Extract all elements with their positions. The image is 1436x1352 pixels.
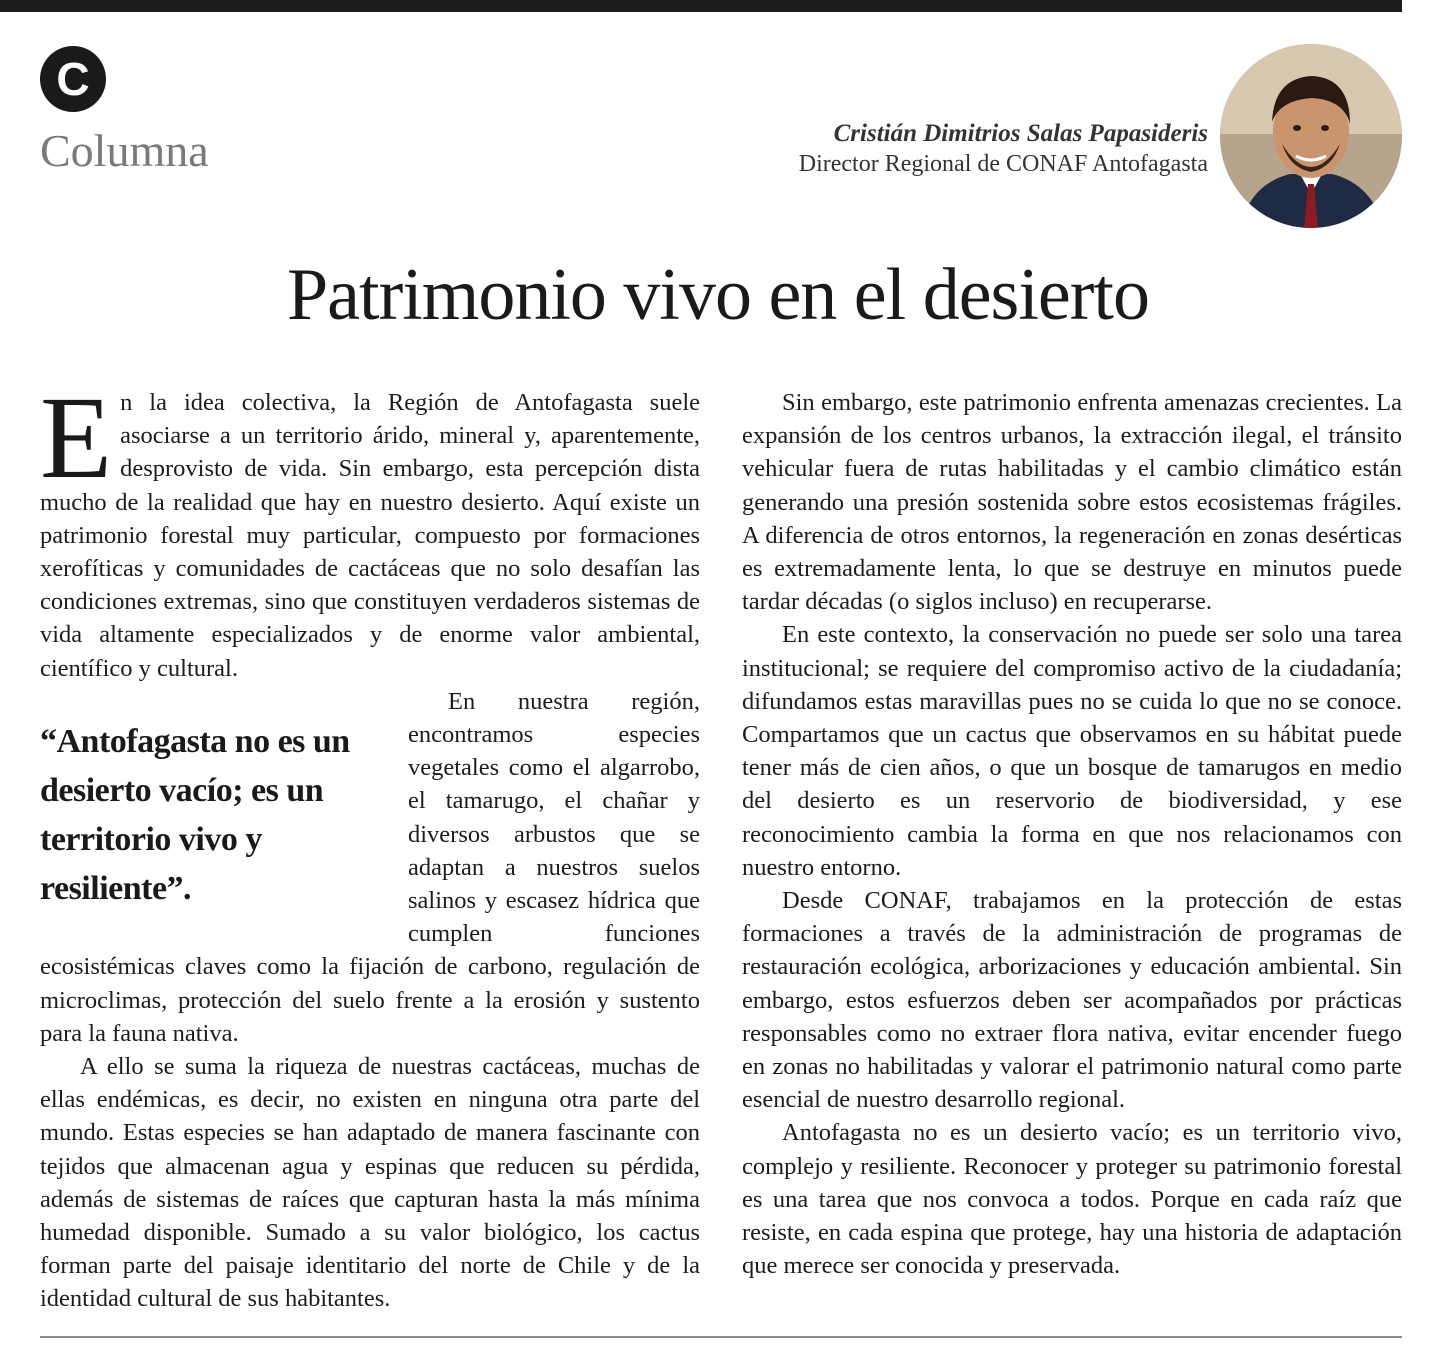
paragraph: En nuestra región, encontramos especies vegetales como el algarrobo, el tamarugo, el chañar y diversos arbustos que se adaptan a nuestros suelos salinos y escasez hídrica que cumplen funciones ecosistémicas claves como la fijación de carbono, regulación de microclimas, protección del suelo frente a la erosión y sustento para la fauna nativa. xyxy=(40,687,700,1047)
top-rule xyxy=(0,0,1402,12)
paragraph: En este contexto, la conservación no puede ser solo una tarea institucional; se requiere del compromiso activo de la ciudadanía; difundamos estas maravillas pues no se cuida lo que no se conoce. Compartamos que un cactus que observamos en su hábitat puede tener más de cien años, o que un bosque de tamarugos en medio del desierto es un reservorio de biodiversidad, y ese reconocimiento cambia la forma en que nos relacionamos con nuestro entorno. xyxy=(742,621,1402,881)
article-headline: Patrimonio vivo en el desierto xyxy=(287,254,1149,336)
author-role: Director Regional de CONAF Antofagasta xyxy=(798,151,1208,178)
byline xyxy=(799,118,1208,180)
section-badge-letter: C xyxy=(56,53,90,105)
section-badge xyxy=(40,46,106,112)
paragraph: Antofagasta no es un desierto vacío; es un territorio vivo, complejo y resiliente. Reconocer y proteger su patrimonio forestal es una tarea que nos convoca a todos. Porque en cada raíz que resiste, en cada espina que protege, hay una historia de adaptación que merece ser conocida y preservada. xyxy=(742,1119,1402,1280)
article-column-left xyxy=(40,372,700,1316)
paragraph-text: n la idea colectiva, la Región de Antofagasta suele asociarse a un territorio árido, mineral y, aparentemente, desprovisto de vida. Sin embargo, esta percepción dista mucho de la realidad que hay en nuestro desierto. Aquí existe un patrimonio forestal muy particular, compuesto por formaciones xerofíticas y comunidades de cactáceas que no solo desafían las condiciones extremas, sino que constituyen verdaderos sistemas de vida altamente especializados y de enorme valor ambiental, científico y cultural. xyxy=(40,389,700,682)
bottom-rule xyxy=(40,1336,1402,1338)
pull-quote: “Antofagasta no es un desierto vacío; es un territorio vivo y resiliente”. xyxy=(40,722,350,907)
paragraph: Desde CONAF, trabajamos en la protección de estas formaciones a través de la administración de programas de restauración ecológica, arborizaciones y educación ambiental. Sin embargo, estos esfuerzos deben ser acompañados por prácticas responsables como no extraer flora nativa, evitar encender fuego en zonas no habilitadas y valorar el patrimonio natural como parte esencial de nuestro desarrollo regional. xyxy=(742,887,1402,1114)
section-label: Columna xyxy=(40,125,209,176)
author-photo xyxy=(1220,44,1402,228)
paragraph: A ello se suma la riqueza de nuestras cactáceas, muchas de ellas endémicas, es decir, no existen en ninguna otra parte del mundo. Estas especies se han adaptado de manera fascinante con tejidos que almacenan agua y espinas que reducen su pérdida, además de sistemas de raíces que capturan hasta la más mínima humedad disponible. Sumado a su valor biológico, los cactus forman parte del paisaje identitario del norte de Chile y de la identidad cultural de sus habitantes. xyxy=(40,1053,700,1313)
paragraph xyxy=(40,372,700,685)
paragraph: Sin embargo, este patrimonio enfrenta amenazas crecientes. La expansión de los centros urbanos, la extracción ilegal, el tránsito vehicular fuera de rutas habilitadas y el cambio climático están generando una presión sostenida sobre estos ecosistemas frágiles. A diferencia de otros entornos, la regeneración en zonas desérticas es extremadamente lenta, lo que se destruye en minutos puede tardar décadas (o siglos incluso) en recuperarse. xyxy=(742,389,1402,616)
author-name: Cristián Dimitrios Salas Papasideris xyxy=(833,120,1208,147)
drop-cap: E xyxy=(40,372,113,503)
article-column-right xyxy=(742,386,1402,1282)
